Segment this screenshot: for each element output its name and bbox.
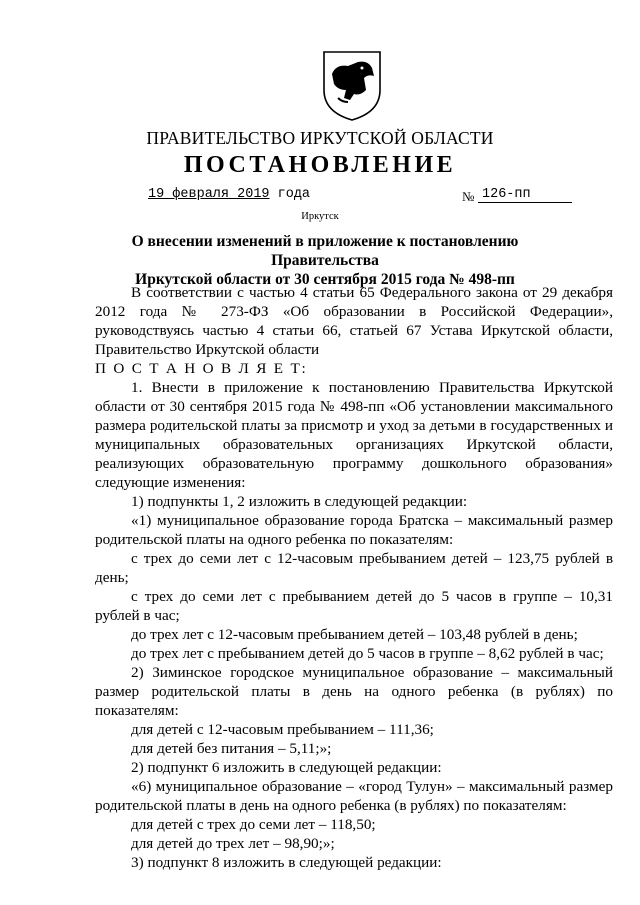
document-body <box>95 283 613 872</box>
paragraph: до трех лет с 12-часовым пребыванием детей – 103,48 рублей в день; <box>131 626 578 643</box>
paragraph: 1) подпункты 1, 2 изложить в следующей редакции: <box>131 493 468 510</box>
paragraph: с трех до семи лет с 12-часовым пребыванием детей – 123,75 рублей в день; <box>95 550 613 586</box>
resolves-word: П О С Т А Н О В Л Я Е Т: <box>95 360 308 377</box>
paragraph: 2) Зиминское городское муниципальное образование – максимальный размер родительской платы в день на одного ребенка (в рублях) по показателям: <box>95 664 613 719</box>
document-number: 126-пп <box>478 187 572 203</box>
date-suffix: года <box>269 187 311 202</box>
paragraph: для детей до трех лет – 98,90;»; <box>131 835 335 852</box>
paragraph: 1. Внести в приложение к постановлению Правительства Иркутской области от 30 сентября 2015 года № 498-пп «Об установлении максимального размера родительской платы за присмотр и уход за детьми в государственных и муниципальных образовательных организациях Иркутской области, реализующих образовательную программу дошкольного образования» следующие изменения: <box>95 379 613 491</box>
paragraph: В соответствии с частью 4 статьи 65 Федерального закона от 29 декабря 2012 года № 273-ФЗ «Об образовании в Российской Федерации», руководствуясь частью 4 статьи 66, статьей 67 Устава Иркутской области, Правительство Иркутской области <box>95 284 613 358</box>
paragraph: до трех лет с пребыванием детей до 5 часов в группе – 8,62 рублей в час; <box>131 645 604 662</box>
paragraph: 2) подпункт 6 изложить в следующей редакции: <box>131 759 442 776</box>
paragraph: «1) муниципальное образование города Братска – максимальный размер родительской платы на одного ребенка по показателям: <box>95 512 613 548</box>
paragraph: для детей без питания – 5,11;»; <box>131 740 332 757</box>
subject-line: О внесении изменений в приложение к постановлению Правительства <box>131 233 519 269</box>
city: Иркутск <box>301 211 339 222</box>
document-date <box>148 187 310 202</box>
coat-of-arms-icon <box>318 46 386 122</box>
paragraph: с трех до семи лет с пребыванием детей до 5 часов в группе – 10,31 рублей в час; <box>95 588 613 624</box>
subject-line: Иркутской области от 30 сентября 2015 года № 498-пп <box>135 271 515 288</box>
paragraph: для детей с 12-часовым пребыванием – 111,36; <box>131 721 434 738</box>
document-subject <box>100 232 550 289</box>
paragraph: «6) муниципальное образование – «город Тулун» – максимальный размер родительской платы в день на одного ребенка (в рублях) по показателям: <box>95 778 613 814</box>
number-label: № <box>462 189 475 204</box>
document-type: ПОСТАНОВЛЕНИЕ <box>183 152 457 178</box>
paragraph: для детей с трех до семи лет – 118,50; <box>131 816 376 833</box>
government-name: ПРАВИТЕЛЬСТВО ИРКУТСКОЙ ОБЛАСТИ <box>146 128 494 148</box>
paragraph: 3) подпункт 8 изложить в следующей редакции: <box>131 854 442 871</box>
date-day: 19 февраля 2019 <box>148 187 270 202</box>
